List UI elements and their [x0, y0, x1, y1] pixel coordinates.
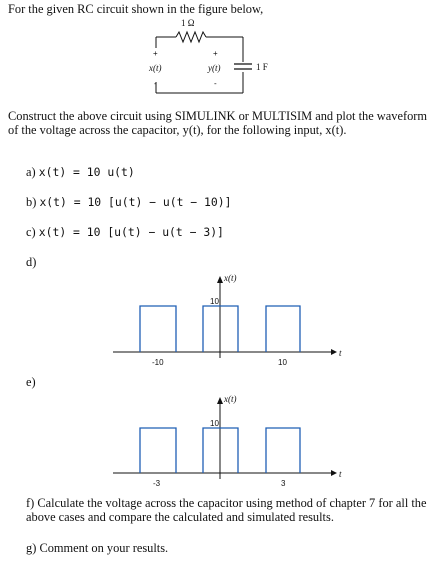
input-label: x(t)	[149, 63, 162, 73]
item-g-prefix: g)	[26, 541, 37, 555]
problem-intro: For the given RC circuit shown in the figure below,	[8, 2, 264, 16]
item-c-prefix: c)	[26, 225, 36, 239]
graph-d-x-arrow	[331, 349, 337, 355]
item-b-prefix: b)	[26, 195, 37, 209]
graph-d-neg-tick: -10	[152, 358, 164, 367]
graph-e	[113, 397, 337, 479]
output-label: y(t)	[208, 63, 221, 73]
item-a	[26, 165, 135, 180]
graph-e-amplitude-label: 10	[210, 419, 219, 428]
graph-e-pulse-right	[266, 428, 300, 473]
item-f-text: Calculate the voltage across the capacitor using method of chapter 7 for all the above cases and compare the calculated and simulated results.	[26, 496, 427, 525]
graph-d-pos-tick: 10	[278, 358, 287, 367]
item-a-prefix: a)	[26, 165, 36, 179]
item-b-expression: x(t) = 10 [u(t) − u(t − 10)]	[39, 195, 232, 209]
graph-e-y-arrow	[217, 397, 223, 404]
item-g-text: Comment on your results.	[39, 541, 169, 555]
output-minus-sign: -	[214, 79, 217, 88]
graph-e-pulse-left	[140, 428, 176, 473]
item-c	[26, 225, 224, 240]
graph-e-x-arrow	[331, 470, 337, 476]
input-plus-sign: +	[153, 49, 158, 58]
graph-d-y-arrow	[217, 276, 223, 283]
capacitor-label: 1 F	[256, 62, 268, 72]
capacitor-symbol	[234, 64, 252, 69]
input-minus-sign: -	[154, 79, 157, 88]
item-g	[26, 541, 168, 556]
graph-d-xlabel: t	[339, 348, 342, 358]
output-plus-sign: +	[213, 49, 218, 58]
item-b	[26, 195, 231, 210]
graph-e-pos-tick: 3	[281, 479, 286, 488]
graph-e-neg-tick: -3	[153, 479, 161, 488]
graph-e-ylabel: x(t)	[224, 394, 237, 404]
item-c-expression: x(t) = 10 [u(t) − u(t − 3)]	[38, 225, 224, 239]
problem-paragraph: Construct the above circuit using SIMULINK or MULTISIM and plot the waveform of the voltage across the capacitor, y(t), for the following input, x(t).	[8, 109, 428, 138]
circuit-wires	[156, 32, 243, 93]
item-f-prefix: f)	[26, 496, 35, 510]
item-d-prefix: d)	[26, 255, 37, 269]
graph-d-ylabel: x(t)	[224, 273, 237, 283]
item-e-prefix: e)	[26, 375, 36, 389]
item-f	[26, 496, 431, 525]
graph-e-xlabel: t	[339, 469, 342, 479]
resistor-label: 1 Ω	[181, 18, 195, 28]
graph-d-amplitude-label: 10	[210, 297, 219, 306]
resistor-symbol	[176, 32, 206, 42]
graph-d-pulse-right	[266, 306, 300, 352]
graph-d-pulse-left	[140, 306, 176, 352]
graph-d	[113, 276, 337, 358]
item-a-expression: x(t) = 10 u(t)	[38, 165, 135, 179]
